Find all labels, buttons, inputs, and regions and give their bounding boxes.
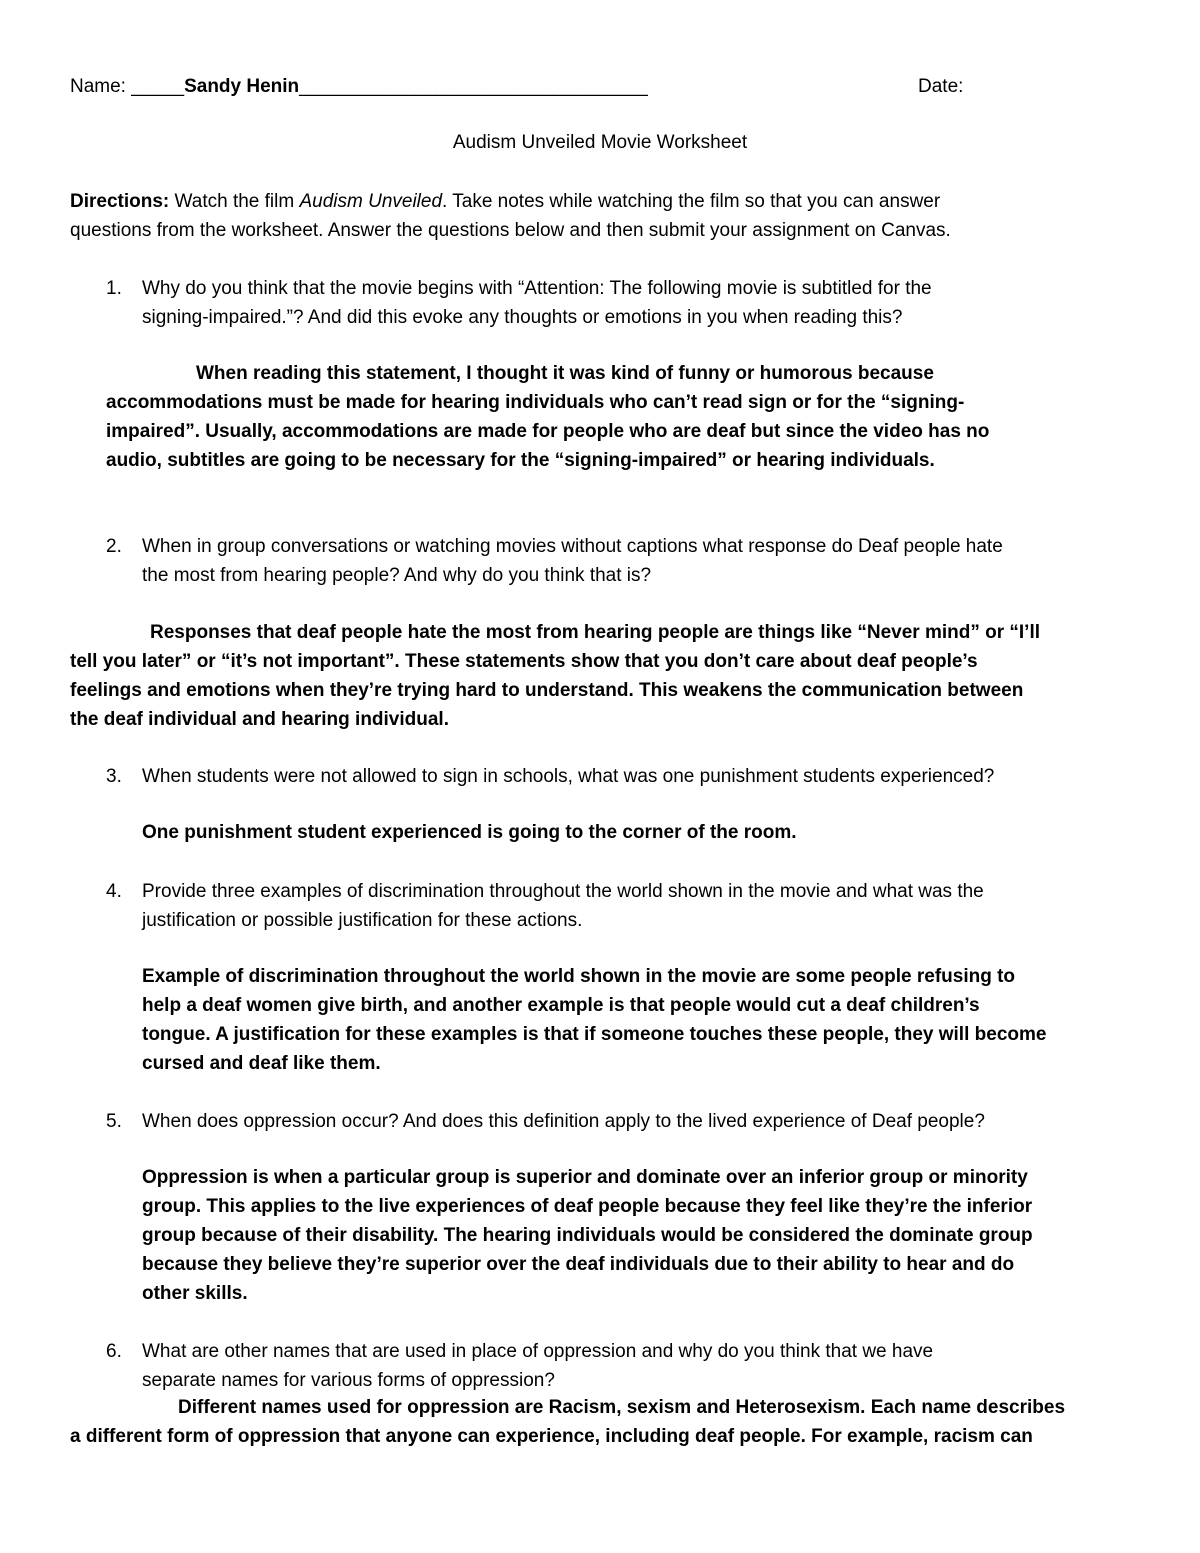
answer-text: help a deaf women give birth, and another example is that people would cut a deaf children’s	[142, 995, 980, 1016]
answer-text: group. This applies to the live experiences of deaf people because they feel like they’re the inferior	[142, 1196, 1033, 1217]
answer-text: Oppression is when a particular group is superior and dominate over an inferior group or minority	[142, 1167, 1028, 1188]
answer-text: impaired”. Usually, accommodations are made for people who are deaf but since the video has no	[106, 421, 990, 442]
date-label: Date:	[918, 76, 964, 97]
answer-text: cursed and deaf like them.	[142, 1053, 381, 1074]
film-title: Audism Unveiled	[299, 191, 443, 212]
answer-text: One punishment student experienced is going to the corner of the room.	[142, 822, 797, 843]
question-text: signing-impaired.”? And did this evoke any thoughts or emotions in you when reading this?	[142, 307, 903, 328]
question-number: 6.	[106, 1341, 122, 1362]
question-number: 5.	[106, 1111, 122, 1132]
answer-text: Different names used for oppression are Racism, sexism and Heterosexism. Each name describes	[178, 1397, 1066, 1418]
question-text: justification or possible justification for these actions.	[142, 910, 583, 931]
answer-text: Example of discrimination throughout the world shown in the movie are some people refusing to	[142, 966, 1016, 987]
directions-line-1: Directions: Watch the film Audism Unveiled. Take notes while watching the film so that you can answer	[70, 191, 941, 212]
answer-text: When reading this statement, I thought it was kind of funny or humorous because	[196, 363, 934, 384]
question-text: Why do you think that the movie begins with “Attention: The following movie is subtitled for the	[142, 278, 932, 299]
answer-text: group because of their disability. The hearing individuals would be considered the dominate group	[142, 1225, 1033, 1246]
answer-text: Responses that deaf people hate the most from hearing people are things like “Never mind” or “I’ll	[150, 622, 1041, 643]
question-text: What are other names that are used in place of oppression and why do you think that we have	[142, 1341, 934, 1362]
answer-text: tongue. A justification for these examples is that if someone touches these people, they will become	[142, 1024, 1047, 1045]
answer-text: accommodations must be made for hearing individuals who can’t read sign or for the “signing-	[106, 392, 965, 413]
answer-text: the deaf individual and hearing individual.	[70, 709, 449, 730]
question-number: 2.	[106, 536, 122, 557]
answer-text: because they believe they’re superior over the deaf individuals due to their ability to hear and do	[142, 1254, 1015, 1275]
name-line	[70, 74, 648, 100]
question-number: 3.	[106, 766, 122, 787]
question-text: separate names for various forms of oppression?	[142, 1370, 555, 1391]
directions-label: Directions:	[70, 191, 170, 212]
question-number: 1.	[106, 278, 122, 299]
name-underline: _________________________________	[299, 76, 648, 97]
answer-text: feelings and emotions when they’re trying hard to understand. This weakens the communication between	[70, 680, 1024, 701]
answer-text: other skills.	[142, 1283, 248, 1304]
question-number: 4.	[106, 881, 122, 902]
question-text: When does oppression occur? And does this definition apply to the lived experience of Deaf people?	[142, 1111, 985, 1132]
answer-text: tell you later” or “it’s not important”. These statements show that you don’t care about deaf people’s	[70, 651, 978, 672]
directions-line-2: questions from the worksheet. Answer the questions below and then submit your assignment on Canvas.	[70, 220, 951, 241]
question-text: When in group conversations or watching movies without captions what response do Deaf people hate	[142, 536, 1003, 557]
question-text: When students were not allowed to sign in schools, what was one punishment students experienced?	[142, 766, 995, 787]
student-name: Sandy Henin	[184, 76, 300, 97]
worksheet-title: Audism Unveiled Movie Worksheet	[452, 132, 748, 153]
name-label: Name: _____	[70, 76, 185, 97]
question-text: the most from hearing people? And why do you think that is?	[142, 565, 652, 586]
answer-text: audio, subtitles are going to be necessary for the “signing-impaired” or hearing individuals.	[106, 450, 935, 471]
question-text: Provide three examples of discrimination throughout the world shown in the movie and what was the	[142, 881, 984, 902]
answer-text: a different form of oppression that anyone can experience, including deaf people. For example, racism can	[70, 1426, 1033, 1447]
